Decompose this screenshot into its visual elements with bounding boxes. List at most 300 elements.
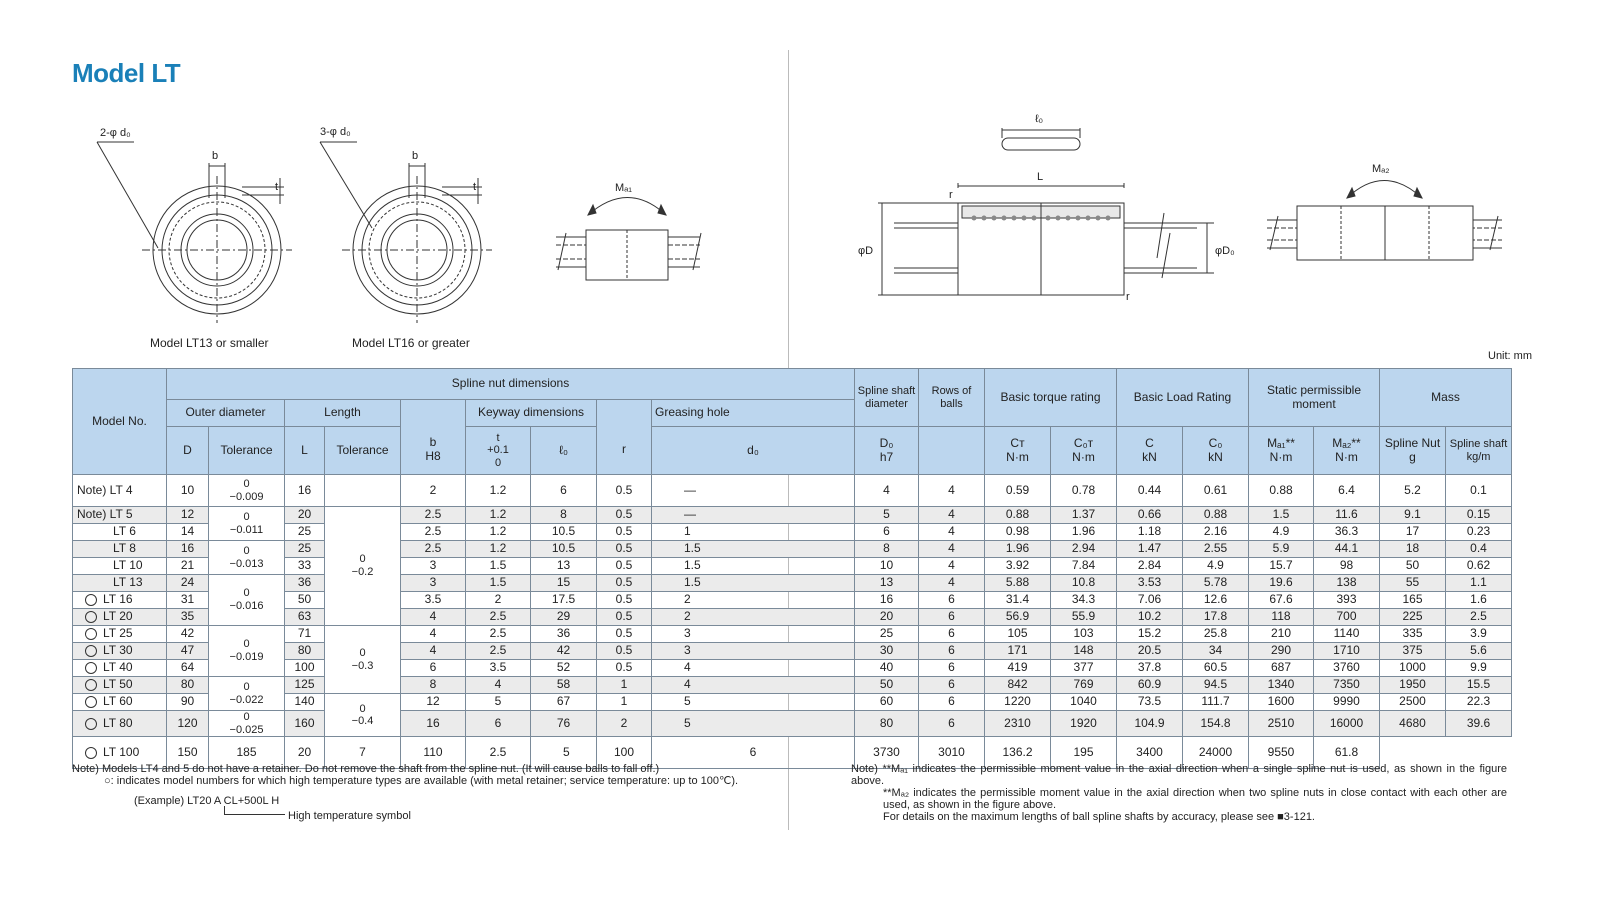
note-ma2: **Mₐ₂ indicates the permissible moment value in the axial direction when two spline nuts in close contact with each other are used, as shown in the figure above.: [883, 787, 1507, 811]
header-tolerance-od: Tolerance: [209, 427, 285, 475]
cell-model: [73, 558, 167, 575]
cell-rows: 6: [919, 694, 985, 711]
cell-MA1: 1340: [1249, 677, 1314, 694]
cell-r: 0.5: [597, 609, 652, 626]
cell-D: 21: [167, 558, 209, 575]
cell-d0: —: [652, 475, 855, 507]
cell-C: 1.18: [1117, 524, 1183, 541]
cell-C: 20.5: [1117, 643, 1183, 660]
cell-d0: 1: [652, 524, 855, 541]
cell-shaft: 0.23: [1446, 524, 1512, 541]
cell-C0: 34: [1183, 643, 1249, 660]
label-phiD: φD: [858, 245, 874, 257]
cell-COT: 34.3: [1051, 592, 1117, 609]
cell-d0: 2: [652, 592, 855, 609]
cell-D0: 16: [855, 592, 919, 609]
tol-up: 0: [243, 477, 250, 490]
od-tolerance: [209, 541, 285, 575]
cell-MA2: 16000: [1314, 711, 1380, 737]
cell-CT: 105: [985, 626, 1051, 643]
cell-rows: 6: [652, 737, 855, 769]
caption-lt16: Model LT16 or greater: [352, 336, 470, 350]
tol-up: 0: [359, 553, 366, 566]
cell-COT: 3010: [919, 737, 985, 769]
cell-L: 36: [285, 575, 325, 592]
cell-C0: 4.9: [1183, 558, 1249, 575]
tol-up: 0: [359, 702, 366, 715]
tol-up: 0: [243, 587, 250, 600]
cell-D: 90: [167, 694, 209, 711]
cell-shaft: 61.8: [1314, 737, 1380, 769]
cell-L: 80: [285, 643, 325, 660]
cell-d0: 4: [652, 660, 855, 677]
cell-L: 100: [285, 660, 325, 677]
cell-b: 2.5: [401, 541, 466, 558]
cell-MA1: 4.9: [1249, 524, 1314, 541]
label-3-d0: 3-φ d₀: [320, 126, 351, 138]
cell-b: 4: [401, 609, 466, 626]
cell-rows: 6: [919, 677, 985, 694]
cell-MA1: 687: [1249, 660, 1314, 677]
table-row: [73, 592, 1512, 609]
cell-r: 0.5: [597, 643, 652, 660]
cell-D: 120: [167, 711, 209, 737]
high-temp-circle-icon: [85, 662, 97, 674]
header-d0: d₀: [652, 427, 855, 475]
cell-C0: 195: [1051, 737, 1117, 769]
cell-rows: 4: [919, 475, 985, 507]
cell-COT: 55.9: [1051, 609, 1117, 626]
cell-D: 31: [167, 592, 209, 609]
notes-right: [851, 763, 1507, 823]
cell-d0: 3: [652, 643, 855, 660]
cell-C0: 2.55: [1183, 541, 1249, 558]
model-label: LT 60: [103, 694, 133, 709]
cell-r: 0.5: [597, 558, 652, 575]
label-ma1: Mₐ₁: [615, 182, 632, 194]
model-label: LT 80: [103, 715, 133, 730]
cell-model: [73, 711, 167, 737]
cell-L: 140: [285, 694, 325, 711]
header-COT: C₀ᴛ: [1073, 435, 1094, 450]
cell-nut: 55: [1380, 575, 1446, 592]
table-row: [73, 524, 1512, 541]
cell-MA1: 210: [1249, 626, 1314, 643]
cell-t: 2.5: [466, 609, 531, 626]
model-label: LT 25: [103, 626, 133, 641]
tol-up: 0: [243, 638, 250, 651]
cell-D0: 40: [855, 660, 919, 677]
cell-model: [73, 643, 167, 660]
length-tolerance: [325, 694, 401, 737]
table-row: [73, 643, 1512, 660]
cell-CT: 0.98: [985, 524, 1051, 541]
cell-D: 14: [167, 524, 209, 541]
cell-r: 0.5: [597, 575, 652, 592]
cell-COT: 0.78: [1051, 475, 1117, 507]
cell-C: 2.84: [1117, 558, 1183, 575]
tol-up: 0: [243, 711, 250, 723]
cell-C: 0.44: [1117, 475, 1183, 507]
length-tolerance: [325, 475, 401, 507]
tol-up: 0: [359, 646, 366, 659]
cell-L: 25: [285, 541, 325, 558]
cell-nut: 335: [1380, 626, 1446, 643]
cell-shaft: 22.3: [1446, 694, 1512, 711]
label-L: L: [1037, 171, 1044, 183]
cell-model: [73, 507, 167, 524]
cell-b: 4: [401, 643, 466, 660]
header-C: C: [1145, 435, 1154, 450]
header-t: t: [496, 431, 500, 444]
cell-r: 2.5: [466, 737, 531, 769]
note-example: (Example) LT20 A CL+500L H: [134, 795, 280, 807]
cell-shaft: 15.5: [1446, 677, 1512, 694]
cell-C: 0.66: [1117, 507, 1183, 524]
cell-rows: 4: [919, 575, 985, 592]
cell-MA1: 3400: [1117, 737, 1183, 769]
cell-t: 2.5: [466, 626, 531, 643]
high-temp-circle-icon: [85, 696, 97, 708]
cell-l0: 13: [531, 558, 597, 575]
cell-COT: 10.8: [1051, 575, 1117, 592]
cell-CT: 0.88: [985, 507, 1051, 524]
cell-MA2: 1140: [1314, 626, 1380, 643]
table-row: [73, 609, 1512, 626]
cell-model: [73, 541, 167, 558]
cell-nut: 4680: [1380, 711, 1446, 737]
cell-nut: 9550: [1249, 737, 1314, 769]
header-shaft: Spline shaft: [1449, 437, 1508, 450]
cell-D0: 10: [855, 558, 919, 575]
cell-nut: 1950: [1380, 677, 1446, 694]
label-b2: b: [412, 150, 419, 162]
cell-shaft: 3.9: [1446, 626, 1512, 643]
cell-D: 10: [167, 475, 209, 507]
double-nut-moment-figure: [1262, 158, 1507, 268]
header-L: L: [285, 427, 325, 475]
tol-lo: −0.011: [229, 523, 264, 536]
header-basic-load: Basic Load Rating: [1117, 369, 1249, 427]
header-l0: ℓ₀: [531, 427, 597, 475]
table-row: [73, 575, 1512, 592]
cell-t: 1.2: [466, 507, 531, 524]
cell-D0: 60: [855, 694, 919, 711]
note-symbol: High temperature symbol: [288, 810, 411, 822]
cell-r: 0.5: [597, 475, 652, 507]
cell-COT: 2.94: [1051, 541, 1117, 558]
side-section-figure: [852, 108, 1252, 308]
cell-nut: 225: [1380, 609, 1446, 626]
cell-C0: 60.5: [1183, 660, 1249, 677]
cell-D: 150: [167, 737, 209, 769]
cell-MA2: 1710: [1314, 643, 1380, 660]
cell-nut: 1000: [1380, 660, 1446, 677]
cell-D: 16: [167, 541, 209, 558]
od-tolerance: [209, 626, 285, 677]
notes-left: [72, 763, 772, 822]
cell-shaft: 39.6: [1446, 711, 1512, 737]
cell-MA2: 24000: [1183, 737, 1249, 769]
tol-lo: −0.009: [229, 490, 264, 503]
note-max-length: For details on the maximum lengths of ball spline shafts by accuracy, please see ■3-121.: [883, 811, 1315, 823]
cell-shaft: 0.62: [1446, 558, 1512, 575]
cell-model: [73, 524, 167, 541]
cell-rows: 6: [919, 660, 985, 677]
cell-nut: 5.2: [1380, 475, 1446, 507]
cell-model: [73, 694, 167, 711]
cell-D0: 8: [855, 541, 919, 558]
cell-MA2: 138: [1314, 575, 1380, 592]
cell-C0: 2.16: [1183, 524, 1249, 541]
cell-d0: 5: [652, 711, 855, 737]
cell-rows: 4: [919, 524, 985, 541]
cell-C: 73.5: [1117, 694, 1183, 711]
length-tolerance: [325, 507, 401, 626]
cell-C: 60.9: [1117, 677, 1183, 694]
cell-MA1: 1.5: [1249, 507, 1314, 524]
cell-COT: 1920: [1051, 711, 1117, 737]
cell-l0: 67: [531, 694, 597, 711]
header-greasing: Greasing hole: [652, 400, 855, 427]
cell-t: 3.5: [466, 660, 531, 677]
cell-shaft: 0.4: [1446, 541, 1512, 558]
lt16-front-view-figure: [312, 118, 512, 323]
header-MA2: Mₐ₂**: [1332, 435, 1361, 450]
cell-D: 80: [167, 677, 209, 694]
cell-MA1: 19.6: [1249, 575, 1314, 592]
model-label: LT 16: [103, 592, 133, 607]
cell-l0: 10.5: [531, 541, 597, 558]
cell-L: 20: [285, 507, 325, 524]
cell-t: 6: [466, 711, 531, 737]
cell-L: 160: [285, 711, 325, 737]
cell-MA2: 36.3: [1314, 524, 1380, 541]
cell-CT: 3730: [855, 737, 919, 769]
cell-b: 2.5: [401, 507, 466, 524]
table-row: [73, 475, 1512, 507]
cell-COT: 377: [1051, 660, 1117, 677]
note-ma1: Note) **Mₐ₁ indicates the permissible moment value in the axial direction when a single spline nut is used, as shown in the figure above.: [851, 763, 1507, 787]
cell-l0: 110: [401, 737, 466, 769]
cell-CT: 3.92: [985, 558, 1051, 575]
header-b-sub: H8: [425, 449, 441, 464]
cell-MA1: 290: [1249, 643, 1314, 660]
spec-table: [72, 368, 1512, 769]
cell-C0: 154.8: [1183, 711, 1249, 737]
high-temp-circle-icon: [85, 611, 97, 623]
cell-d0: 3: [652, 626, 855, 643]
cell-D: 12: [167, 507, 209, 524]
tol-up: 0: [243, 680, 250, 693]
cell-D: 47: [167, 643, 209, 660]
table-row: [73, 694, 1512, 711]
label-r-top: r: [949, 189, 953, 201]
cell-C: 1.47: [1117, 541, 1183, 558]
cell-r: 1: [597, 677, 652, 694]
cell-r: 2: [597, 711, 652, 737]
header-outer-diameter: Outer diameter: [167, 400, 285, 427]
cell-C0: 17.8: [1183, 609, 1249, 626]
cell-MA1: 67.6: [1249, 592, 1314, 609]
cell-C: 10.2: [1117, 609, 1183, 626]
od-tolerance: [209, 575, 285, 626]
cell-shaft: 5.6: [1446, 643, 1512, 660]
tol-up: 0: [243, 544, 250, 557]
model-label: LT 100: [103, 744, 140, 759]
cell-nut: 9.1: [1380, 507, 1446, 524]
label-phiD0: φD₀: [1215, 245, 1235, 257]
cell-t: 5: [466, 694, 531, 711]
cell-l0: 76: [531, 711, 597, 737]
cell-r: 1: [597, 694, 652, 711]
cell-MA2: 11.6: [1314, 507, 1380, 524]
cell-CT: 1220: [985, 694, 1051, 711]
header-rows-of-balls: Rows of balls: [919, 369, 985, 427]
cell-b: 20: [285, 737, 325, 769]
cell-MA2: 700: [1314, 609, 1380, 626]
cell-nut: 50: [1380, 558, 1446, 575]
cell-t: 4: [466, 677, 531, 694]
cell-D0: 13: [855, 575, 919, 592]
cell-D0: 4: [855, 475, 919, 507]
cell-d0: 1.5: [652, 541, 855, 558]
table-row: [73, 541, 1512, 558]
tol-lo: −0.2: [351, 566, 374, 578]
cell-rows: 4: [919, 507, 985, 524]
cell-shaft: 2.5: [1446, 609, 1512, 626]
cell-shaft: 9.9: [1446, 660, 1512, 677]
cell-CT: 1.96: [985, 541, 1051, 558]
cell-C: 15.2: [1117, 626, 1183, 643]
cell-MA2: 7350: [1314, 677, 1380, 694]
header-shaft-unit: kg/m: [1466, 450, 1491, 463]
cell-C: 7.06: [1117, 592, 1183, 609]
cell-t: 7: [325, 737, 401, 769]
cell-L: 125: [285, 677, 325, 694]
caption-lt13: Model LT13 or smaller: [150, 336, 269, 350]
cell-nut: 18: [1380, 541, 1446, 558]
cell-MA1: 1600: [1249, 694, 1314, 711]
cell-shaft: 0.1: [1446, 475, 1512, 507]
cell-MA2: 9990: [1314, 694, 1380, 711]
cell-MA1: 118: [1249, 609, 1314, 626]
model-label: LT 13: [113, 575, 143, 590]
cell-l0: 6: [531, 475, 597, 507]
note-no-retainer: Note) Models LT4 and 5 do not have a retainer. Do not remove the shaft from the spline nut. (It will cause balls to fall off.): [72, 763, 660, 775]
od-tolerance: [209, 475, 285, 507]
unit-label: Unit: mm: [1488, 350, 1532, 362]
cell-l0: 10.5: [531, 524, 597, 541]
table-row: [73, 711, 1512, 737]
cell-r: 0.5: [597, 541, 652, 558]
cell-D0: 100: [597, 737, 652, 769]
cell-b: 4: [401, 626, 466, 643]
header-r: r: [597, 427, 652, 475]
cell-l0: 17.5: [531, 592, 597, 609]
cell-D: 64: [167, 660, 209, 677]
cell-nut: 2500: [1380, 694, 1446, 711]
cell-CT: 2310: [985, 711, 1051, 737]
cell-CT: 31.4: [985, 592, 1051, 609]
header-D: D: [167, 427, 209, 475]
label-r-bottom: r: [1126, 291, 1130, 303]
header-t-tol-up: +0.1: [487, 444, 509, 457]
cell-b: 3: [401, 558, 466, 575]
lt13-front-view-figure: [92, 118, 302, 323]
cell-MA1: 2510: [1249, 711, 1314, 737]
cell-L: 50: [285, 592, 325, 609]
cell-D0: 80: [855, 711, 919, 737]
tol-lo: −0.3: [351, 659, 374, 672]
cell-b: 2: [401, 475, 466, 507]
cell-t: 1.2: [466, 475, 531, 507]
cell-CT: 5.88: [985, 575, 1051, 592]
cell-t: 1.2: [466, 524, 531, 541]
cell-r: 0.5: [597, 626, 652, 643]
header-MA1: Mₐ₁**: [1267, 435, 1295, 450]
example-pointer-line: [224, 806, 285, 815]
cell-D: 42: [167, 626, 209, 643]
cell-CT: 842: [985, 677, 1051, 694]
cell-model: [73, 592, 167, 609]
cell-COT: 769: [1051, 677, 1117, 694]
cell-rows: 6: [919, 592, 985, 609]
cell-d0: 2: [652, 609, 855, 626]
cell-COT: 103: [1051, 626, 1117, 643]
cell-l0: 29: [531, 609, 597, 626]
label-l0: ℓ₀: [1035, 113, 1044, 125]
header-C0: C₀: [1208, 435, 1223, 450]
cell-L: 71: [285, 626, 325, 643]
cell-shaft: 1.6: [1446, 592, 1512, 609]
cell-t: 1.5: [466, 558, 531, 575]
cell-COT: 1.96: [1051, 524, 1117, 541]
header-C0-unit: kN: [1208, 449, 1223, 464]
cell-C0: 5.78: [1183, 575, 1249, 592]
tol-up: 0: [243, 510, 250, 523]
table-row: [73, 677, 1512, 694]
cell-D0: 25: [855, 626, 919, 643]
tol-lo: −0.013: [229, 557, 264, 570]
cell-C: 136.2: [985, 737, 1051, 769]
cell-C0: 94.5: [1183, 677, 1249, 694]
header-nut-unit: g: [1409, 449, 1416, 464]
cell-C0: 111.7: [1183, 694, 1249, 711]
table-row: [73, 626, 1512, 643]
header-b: b: [429, 435, 437, 450]
table-row: [73, 558, 1512, 575]
cell-r: 0.5: [597, 524, 652, 541]
table-row: [73, 660, 1512, 677]
label-ma2: Mₐ₂: [1372, 163, 1390, 175]
cell-nut: 165: [1380, 592, 1446, 609]
header-keyway: Keyway dimensions: [466, 400, 597, 427]
cell-b: 3: [401, 575, 466, 592]
cell-MA2: 98: [1314, 558, 1380, 575]
cell-nut: 375: [1380, 643, 1446, 660]
cell-shaft: 0.15: [1446, 507, 1512, 524]
cell-b: 12: [401, 694, 466, 711]
header-MA1-unit: N·m: [1269, 449, 1293, 464]
cell-b: 3.5: [401, 592, 466, 609]
header-spline-shaft-diameter: Spline shaft diameter: [855, 369, 919, 427]
cell-rows: 6: [919, 609, 985, 626]
header-D0-sub: h7: [879, 449, 894, 464]
single-nut-moment-figure: [548, 175, 708, 290]
length-tolerance: [325, 626, 401, 694]
cell-MA2: 6.4: [1314, 475, 1380, 507]
